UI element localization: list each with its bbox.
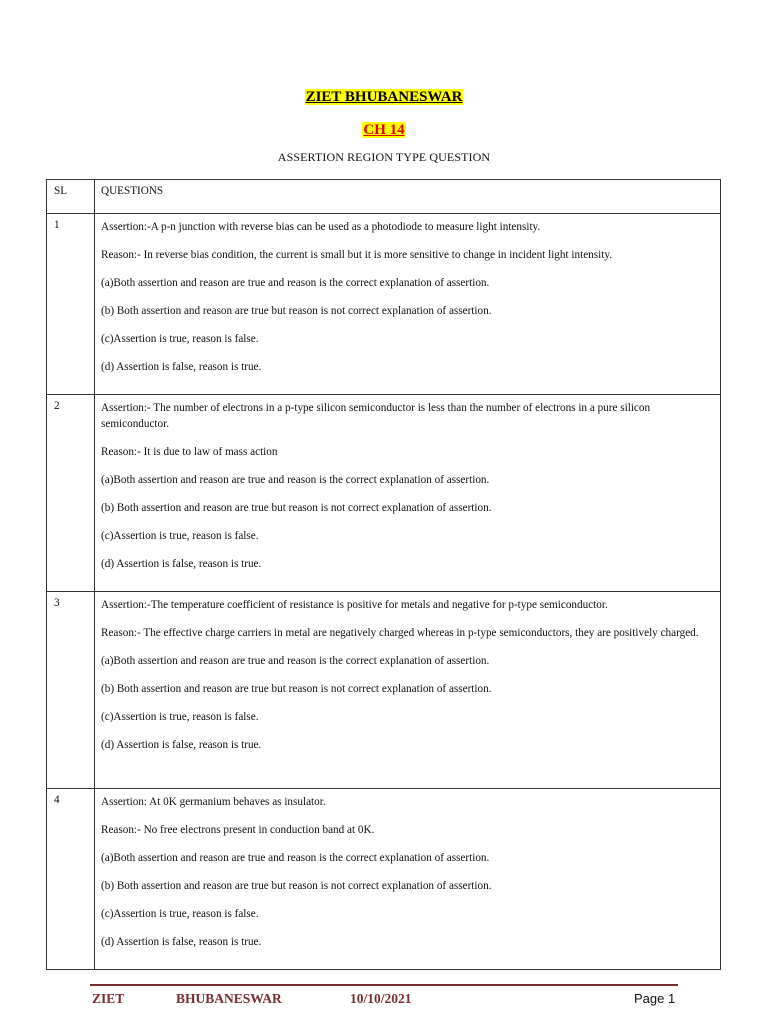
table-row bbox=[47, 395, 721, 592]
footer-date: 10/10/2021 bbox=[350, 991, 412, 1006]
serial-number: 4 bbox=[47, 789, 95, 970]
document-title bbox=[0, 88, 768, 106]
option-b: (b) Both assertion and reason are true but reason is not correct explanation of assertion. bbox=[101, 305, 492, 317]
option-d: (d) Assertion is false, reason is true. bbox=[101, 936, 262, 948]
option-b: (b) Both assertion and reason are true but reason is not correct explanation of assertion. bbox=[101, 502, 492, 514]
option-c: (c)Assertion is true, reason is false. bbox=[101, 711, 259, 723]
footer-org-ziet: ZIET bbox=[92, 991, 125, 1006]
document-subtitle: ASSERTION REGION TYPE QUESTION bbox=[277, 150, 491, 164]
option-b: (b) Both assertion and reason are true but reason is not correct explanation of assertion. bbox=[101, 683, 492, 695]
chapter-title-text: CH 14 bbox=[363, 122, 405, 138]
column-header-sl: SL bbox=[47, 180, 95, 214]
assertion-text: Assertion:-The temperature coefficient of resistance is positive for metals and negative for p-type semiconductor. bbox=[101, 599, 608, 611]
question-cell bbox=[95, 214, 721, 395]
reason-text: Reason:- In reverse bias condition, the current is small but it is more sensitive to change in incident light intensity. bbox=[101, 249, 612, 261]
serial-number: 2 bbox=[47, 395, 95, 592]
serial-number: 3 bbox=[47, 592, 95, 789]
footer-divider bbox=[90, 984, 678, 986]
option-c: (c)Assertion is true, reason is false. bbox=[101, 530, 259, 542]
option-b: (b) Both assertion and reason are true but reason is not correct explanation of assertion. bbox=[101, 880, 492, 892]
question-cell bbox=[95, 789, 721, 970]
option-a: (a)Both assertion and reason are true and reason is the correct explanation of assertion. bbox=[101, 277, 490, 289]
reason-text: Reason:- The effective charge carriers in metal are negatively charged whereas in p-type semiconductors, they are positively charged. bbox=[101, 627, 699, 639]
reason-text: Reason:- No free electrons present in conduction band at 0K. bbox=[101, 824, 375, 836]
option-c: (c)Assertion is true, reason is false. bbox=[101, 333, 259, 345]
option-c: (c)Assertion is true, reason is false. bbox=[101, 908, 259, 920]
chapter-title bbox=[0, 121, 768, 139]
footer-org-bhubaneswar: BHUBANESWAR bbox=[176, 991, 282, 1006]
option-d: (d) Assertion is false, reason is true. bbox=[101, 558, 262, 570]
questions-table bbox=[46, 179, 721, 970]
org-title-text: ZIET BHUBANESWAR bbox=[305, 89, 463, 105]
option-d: (d) Assertion is false, reason is true. bbox=[101, 739, 262, 751]
serial-number: 1 bbox=[47, 214, 95, 395]
table-row bbox=[47, 789, 721, 970]
question-cell bbox=[95, 395, 721, 592]
table-header-row bbox=[47, 180, 721, 214]
table-row bbox=[47, 214, 721, 395]
assertion-text: Assertion:-A p-n junction with reverse bias can be used as a photodiode to measure light intensity. bbox=[101, 221, 541, 233]
assertion-text: Assertion: At 0K germanium behaves as insulator. bbox=[101, 796, 326, 808]
page-number: Page 1 bbox=[634, 991, 676, 1006]
option-a: (a)Both assertion and reason are true and reason is the correct explanation of assertion. bbox=[101, 655, 490, 667]
reason-text: Reason:- It is due to law of mass action bbox=[101, 446, 278, 458]
option-a: (a)Both assertion and reason are true and reason is the correct explanation of assertion. bbox=[101, 474, 490, 486]
option-d: (d) Assertion is false, reason is true. bbox=[101, 361, 262, 373]
option-a: (a)Both assertion and reason are true and reason is the correct explanation of assertion. bbox=[101, 852, 490, 864]
table-row bbox=[47, 592, 721, 789]
column-header-questions: QUESTIONS bbox=[95, 180, 721, 214]
assertion-text: Assertion:- The number of electrons in a p-type silicon semiconductor is less than the number of electrons in a pure silicon semiconductor. bbox=[101, 402, 651, 430]
question-cell bbox=[95, 592, 721, 789]
